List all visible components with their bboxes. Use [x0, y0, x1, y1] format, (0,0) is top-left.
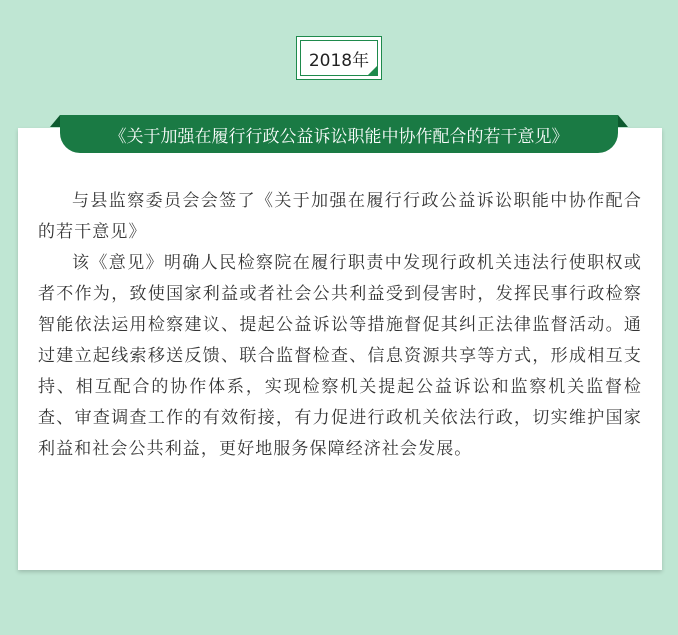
title-banner: 《关于加强在履行行政公益诉讼职能中协作配合的若干意见》	[60, 115, 618, 153]
banner-fold-left	[50, 115, 60, 127]
year-badge	[296, 36, 382, 80]
banner-fold-right	[618, 115, 628, 127]
paragraph-1: 与县监察委员会会签了《关于加强在履行行政公益诉讼职能中协作配合的若干意见》	[38, 191, 642, 242]
article-body	[38, 186, 642, 465]
corner-triangle-icon	[368, 66, 377, 75]
paragraph-2: 该《意见》明确人民检察院在履行职责中发现行政机关违法行使职权或者不作为，致使国家利益或者社会公共利益受到侵害时，发挥民事行政检察智能依法运用检察建议、提起公益诉讼等措施督促其纠正法律监督活动。通过建立起线索移送反馈、联合监督检查、信息资源共享等方式，形成相互支持、相互配合的协作体系，实现检察机关提起公益诉讼和监察机关监督检查、审查调查工作的有效衔接，有力促进行政机关依法行政，切实维护国家利益和社会公共利益，更好地服务保障经济社会发展。	[38, 253, 642, 459]
year-label: 2018年	[300, 40, 378, 76]
